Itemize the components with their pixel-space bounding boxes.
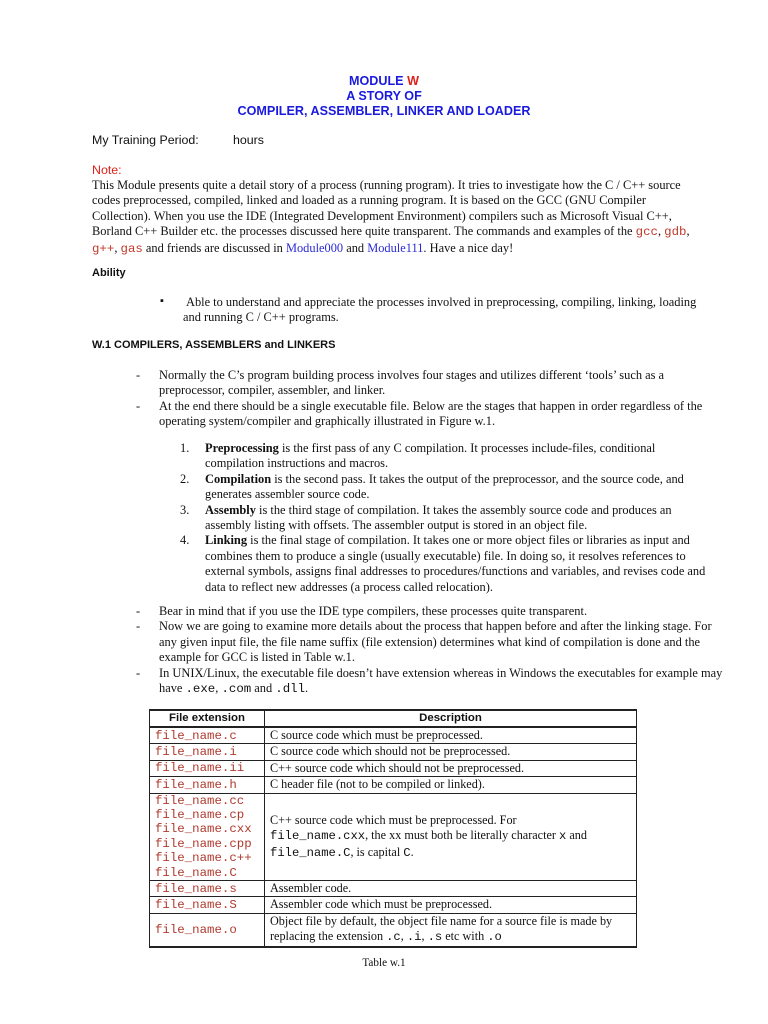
extension-value: file_name.cc	[155, 793, 245, 808]
extension-value: file_name.C	[155, 865, 237, 880]
stage-term: Linking	[205, 533, 248, 548]
table-row	[150, 897, 637, 913]
training-period	[92, 133, 264, 147]
desc-text: C++ source code which must be preprocessed. For	[270, 812, 517, 827]
stage-text: is the second pass. It takes the output of the preprocessor, and the source code, and generates assembler source code.	[205, 471, 684, 502]
training-label: My Training Period:	[92, 133, 199, 147]
column-header-description: Description	[265, 710, 637, 727]
link-module111[interactable]: Module111	[367, 240, 424, 255]
intro-text-2: and friends are discussed in	[142, 240, 286, 255]
ext-dll: .dll	[275, 682, 306, 697]
stage-text: is the first pass of any C compilation. It processes include-files, conditional compilation instructions and macros.	[205, 441, 656, 471]
desc-code: .i	[406, 930, 422, 945]
list-item-text: Normally the C’s program building process involves four stages and utilizes different ‘tools’ such as a preprocessor, compiler, assembler, and linker.	[159, 368, 665, 398]
desc-text: , the xx must both be literally character	[365, 828, 559, 843]
table-row	[150, 881, 637, 897]
stage-number: 4.	[180, 533, 190, 548]
tool-gas: gas	[120, 241, 143, 256]
ability-heading: Ability	[92, 267, 126, 279]
intro-text-3: and	[343, 240, 368, 255]
extension-cell: file_name.c	[150, 727, 265, 744]
module-letter: W	[407, 74, 419, 88]
extension-value: file_name.cpp	[155, 836, 252, 851]
desc-text: Object file by default, the object file name for a source file is made by replacing the extension	[270, 913, 613, 944]
stage-term: Preprocessing	[205, 441, 279, 455]
intro-sep: ,	[657, 224, 665, 239]
description-cell: Assembler code.	[265, 881, 637, 897]
list-item-text: Now we are going to examine more details about the process that happen before and after the linking stage. For any given input file, the file name suffix (file extension) determines what kind of compilation is done and the example for GCC is listed in Table w.1.	[159, 619, 712, 665]
extension-cell: file_name.ii	[150, 760, 265, 776]
sep: and	[251, 681, 276, 696]
desc-code: .s	[427, 930, 443, 945]
desc-text: , is capital	[350, 844, 404, 859]
description-cell: C header file (not to be compiled or linked).	[265, 777, 637, 793]
module-main-title: COMPILER, ASSEMBLER, LINKER AND LOADER	[237, 104, 531, 118]
dash-list-top	[136, 368, 726, 430]
tool-gdb: gdb	[664, 225, 687, 240]
dash-icon: -	[136, 398, 141, 413]
module-title	[0, 74, 768, 119]
stage-number: 1.	[180, 441, 190, 455]
stage-term: Assembly	[205, 502, 256, 517]
desc-text: .	[410, 844, 414, 859]
dash-icon: -	[136, 604, 141, 618]
column-header-extension: File extension	[150, 710, 265, 727]
description-cell	[265, 793, 637, 880]
dash-list-bottom	[136, 604, 726, 697]
module-subtitle: A STORY OF	[346, 89, 422, 103]
intro-sep: ,	[686, 224, 690, 239]
desc-code: .c	[386, 930, 401, 945]
extension-value: file_name.cxx	[155, 822, 252, 837]
table-row	[150, 760, 637, 776]
note-label: Note:	[92, 163, 122, 177]
description-cell: C source code which should not be preprocessed.	[265, 744, 637, 760]
table-header-row	[150, 710, 637, 727]
training-value: hours	[233, 133, 264, 147]
extension-cell: file_name.s	[150, 881, 265, 897]
desc-text: ,	[400, 929, 407, 944]
ability-item-text: Able to understand and appreciate the processes involved in preprocessing, compiling, linking, loading and running C / C++ programs.	[183, 295, 697, 325]
dash-icon: -	[136, 619, 141, 634]
desc-code: .o	[487, 930, 502, 945]
stage-item	[180, 441, 710, 472]
extension-cell: file_name.h	[150, 777, 265, 793]
stage-term: Compilation	[205, 471, 272, 486]
list-item	[136, 619, 726, 665]
stage-number: 2.	[180, 471, 190, 486]
ext-com: .com	[221, 682, 252, 697]
stages-list	[180, 441, 710, 595]
desc-text: and	[566, 828, 587, 843]
list-item	[136, 399, 726, 430]
dash-icon: -	[136, 368, 141, 382]
ext-exe: .exe	[185, 682, 216, 697]
list-item	[136, 368, 726, 399]
table-caption: Table w.1	[362, 957, 406, 969]
description-cell	[265, 913, 637, 946]
module-heading	[0, 74, 768, 89]
desc-text: etc with	[442, 929, 488, 944]
extension-value: file_name.cp	[155, 808, 245, 823]
section-heading: W.1 COMPILERS, ASSEMBLERS and LINKERS	[92, 339, 336, 351]
extension-value: file_name.c++	[155, 851, 252, 866]
extension-cell	[150, 793, 265, 880]
ability-item	[183, 295, 703, 326]
desc-text: ,	[421, 929, 428, 944]
stage-item	[180, 472, 710, 503]
sep: ,	[215, 681, 222, 696]
description-cell: C source code which must be preprocessed.	[265, 727, 637, 744]
stage-item	[180, 533, 710, 595]
extension-cell: file_name.i	[150, 744, 265, 760]
tool-gpp: g++	[92, 241, 115, 256]
sep: .	[305, 681, 309, 696]
extension-cell: file_name.S	[150, 897, 265, 913]
table-row	[150, 744, 637, 760]
stage-number: 3.	[180, 502, 190, 517]
file-extension-table	[149, 709, 637, 948]
list-item	[136, 666, 726, 698]
desc-code: C	[403, 845, 411, 860]
module-label: MODULE	[349, 74, 404, 88]
intro-sep: ,	[114, 240, 121, 255]
description-cell: Assembler code which must be preprocessed.	[265, 897, 637, 913]
link-module000[interactable]: Module000	[285, 240, 344, 255]
list-item-text: At the end there should be a single executable file. Below are the stages that happen in order regardless of the operating system/compiler and graphically illustrated in Figure w.1.	[159, 398, 703, 429]
table-row	[150, 777, 637, 793]
desc-code: file_name.C	[270, 845, 351, 860]
stage-text: is the final stage of compilation. It takes one or more object files or libraries as input and combines them to produce a single (usually executable) file. In doing so, it resolves references to external symbols, assigns final addresses to procedures/functions and variables, and revises code and data to reflect new addresses (a process called relocation).	[205, 533, 706, 594]
description-cell: C++ source code which should not be preprocessed.	[265, 760, 637, 776]
intro-text-4: . Have a nice day!	[423, 240, 514, 255]
desc-code: file_name.cxx	[270, 829, 366, 844]
intro-text-1: This Module presents quite a detail story of a process (running program). It tries to investigate how the C / C++ source codes preprocessed, compiled, linked and loaded as a running program. It is based on the GCC (GNU Compiler Collection). When you use the IDE (Integrated Development Environment) compilers such as Microsoft Visual C++, Borland C++ Builder etc. the processes discussed here quite transparent. The commands and examples of the	[92, 178, 681, 239]
list-item	[136, 604, 726, 619]
stage-text: is the third stage of compilation. It takes the assembly source code and produces an assembly listing with offsets. The assembler output is stored in an object file.	[205, 502, 672, 533]
extension-cell: file_name.o	[150, 913, 265, 946]
list-item-text: In UNIX/Linux, the executable file doesn’t have extension whereas in Windows the executables for example may have	[159, 665, 723, 696]
table-row	[150, 727, 637, 744]
dash-icon: -	[136, 665, 141, 680]
tool-gcc: gcc	[635, 225, 658, 240]
table-row	[150, 913, 637, 946]
bullet-icon: ▪	[160, 295, 164, 307]
stage-item	[180, 503, 710, 534]
list-item-text: Bear in mind that if you use the IDE type compilers, these processes quite transparent.	[159, 604, 588, 618]
table-row	[150, 793, 637, 880]
intro-paragraph	[92, 178, 702, 257]
desc-code: x	[559, 829, 567, 844]
